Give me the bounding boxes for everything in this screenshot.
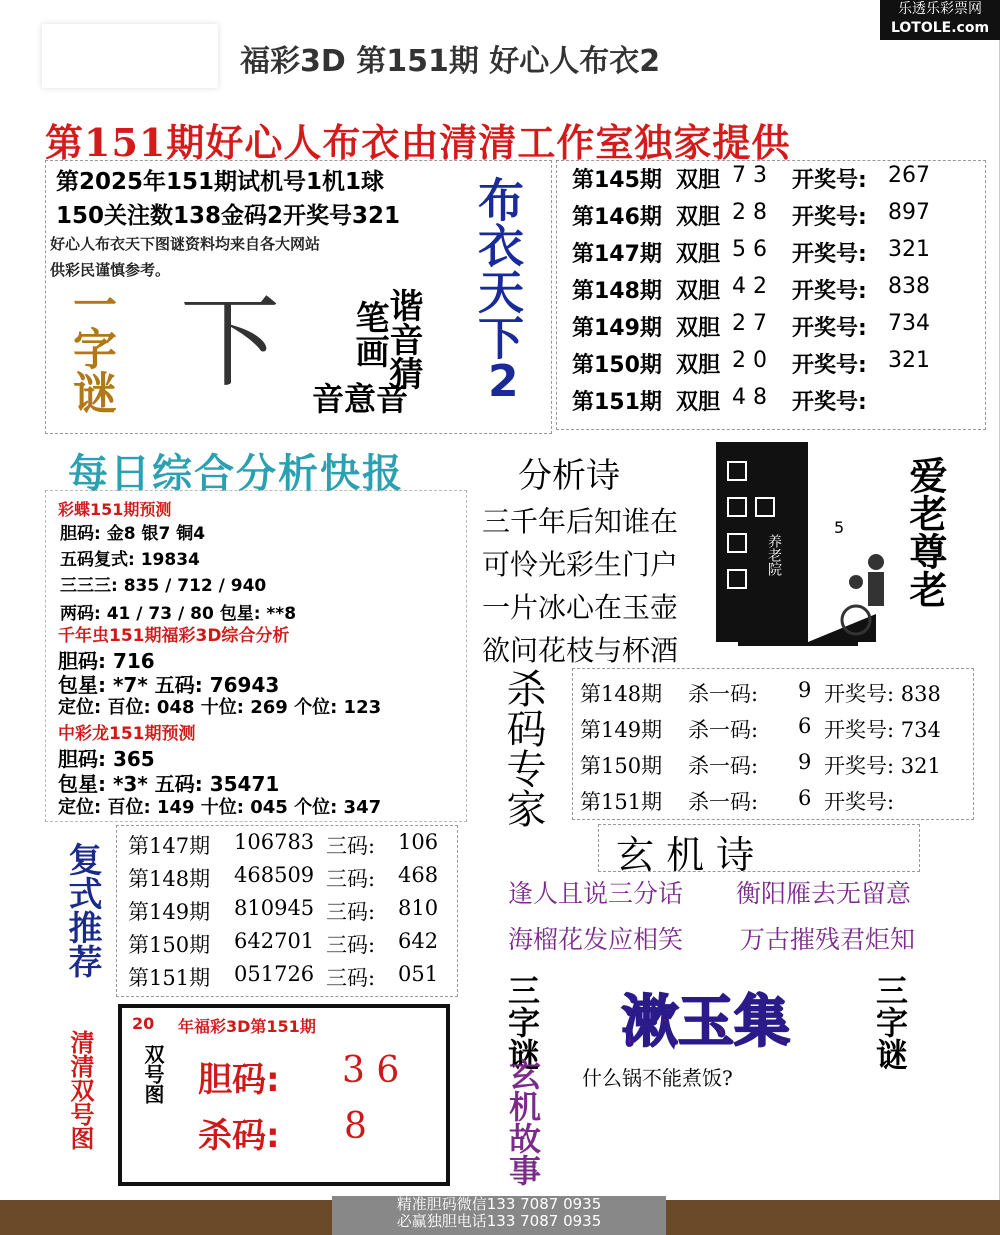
picture-num: 5 bbox=[834, 518, 845, 537]
zhongcai-title: 中彩龙151期预测 bbox=[58, 724, 196, 744]
shuangdan-label: 双胆 bbox=[676, 316, 721, 341]
shama-num: 6 bbox=[798, 714, 812, 738]
fushi-sanma: 051 bbox=[398, 962, 439, 986]
fushi-code: 810945 bbox=[234, 896, 315, 920]
shuangdan-label: 双胆 bbox=[676, 205, 721, 230]
caidie-wuma: 五码复式: 19834 bbox=[60, 550, 200, 570]
fushi-sanma-label: 三码: bbox=[326, 933, 376, 957]
shuangdan-label: 双胆 bbox=[676, 279, 721, 304]
caidie-title: 彩蝶151期预测 bbox=[58, 500, 172, 519]
shuangdan-prize: 321 bbox=[888, 237, 930, 262]
trial-note2: 供彩民谨慎参考。 bbox=[50, 261, 171, 279]
shuangdan-issue: 第149期 bbox=[572, 316, 662, 341]
shama-issue: 第148期 bbox=[580, 682, 663, 706]
fushi-label: 复式推荐 bbox=[62, 842, 102, 978]
watermark[interactable] bbox=[880, 0, 1000, 40]
shuangdan-issue: 第148期 bbox=[572, 279, 662, 304]
zhongcai-dan: 胆码: 365 bbox=[58, 747, 155, 771]
sanzi-question: 什么锅不能煮饭? bbox=[582, 1066, 733, 1090]
zhongcai-baoxing: 包星: *3* 五码: 35471 bbox=[58, 772, 280, 796]
fushi-sanma-label: 三码: bbox=[326, 966, 376, 990]
shuanghao-tu: 双号图 bbox=[141, 1044, 165, 1104]
shama-label: 杀一码: bbox=[688, 718, 759, 742]
shuangdan-nums: 2 8 bbox=[732, 200, 767, 225]
shuanghao-sha-label: 杀码: bbox=[198, 1116, 280, 1156]
brand-number: 2 bbox=[488, 356, 519, 407]
shuangdan-prize: 897 bbox=[888, 200, 930, 225]
shuangdan-prize-label: 开奖号: bbox=[792, 353, 867, 378]
shuangdan-label: 双胆 bbox=[676, 390, 721, 415]
shama-label: 杀一码: bbox=[688, 790, 759, 814]
shuangdan-nums: 7 3 bbox=[732, 163, 767, 188]
shama-prize: 开奖号: 838 bbox=[824, 682, 941, 706]
banner: 第151期好心人布衣由清清工作室独家提供 bbox=[45, 120, 791, 165]
fushi-code: 642701 bbox=[234, 929, 315, 953]
fushi-issue: 第151期 bbox=[128, 966, 211, 990]
shuanghao-dan: 3 6 bbox=[342, 1050, 400, 1091]
page-title: 福彩3D 第151期 好心人布衣2 bbox=[240, 44, 661, 79]
riddle-char: 下 bbox=[180, 284, 280, 401]
shuanghao-head: 年福彩3D第151期 bbox=[178, 1017, 316, 1036]
sanzi-title: 漱玉集 bbox=[622, 990, 790, 1055]
fushi-code: 106783 bbox=[234, 830, 315, 854]
fenxi-line: 可怜光彩生门户 bbox=[482, 548, 679, 581]
shama-prize: 开奖号: bbox=[824, 790, 895, 814]
qiannian-dan: 胆码: 716 bbox=[58, 649, 155, 673]
qiannian-baoxing: 包星: *7* 五码: 76943 bbox=[58, 673, 280, 697]
watermark-cn: 乐透乐彩票网 bbox=[898, 1, 982, 17]
fushi-issue: 第147期 bbox=[128, 834, 211, 858]
shama-issue: 第149期 bbox=[580, 718, 663, 742]
fenxi-line: 欲问花枝与杯酒 bbox=[482, 634, 679, 667]
shama-issue: 第150期 bbox=[580, 754, 663, 778]
fenxi-line: 一片冰心在玉壶 bbox=[482, 591, 679, 624]
riddle-hint2: 笔画 bbox=[349, 300, 389, 368]
fenxi-line: 三千年后知谁在 bbox=[482, 505, 679, 538]
shama-num: 9 bbox=[798, 678, 812, 702]
daily-title: 每日综合分析快报 bbox=[68, 451, 404, 497]
picture-caption: 爱老尊老 bbox=[903, 456, 947, 608]
shama-label: 杀一码: bbox=[688, 682, 759, 706]
fushi-sanma-label: 三码: bbox=[326, 834, 376, 858]
fenxi-title: 分析诗 bbox=[518, 456, 620, 496]
shuangdan-prize: 321 bbox=[888, 348, 930, 373]
brand-vertical: 布衣天下 bbox=[471, 176, 525, 360]
fushi-sanma: 642 bbox=[398, 929, 439, 953]
sanzi-label-right: 三字谜 bbox=[871, 974, 909, 1070]
caidie-dan: 胆码: 金8 银7 铜4 bbox=[60, 524, 206, 544]
shuanghao-label: 清清双号图 bbox=[66, 1030, 94, 1150]
xuanji-line: 万古摧残君炬知 bbox=[740, 925, 916, 954]
shuangdan-label: 双胆 bbox=[676, 242, 721, 267]
shuangdan-issue: 第147期 bbox=[572, 242, 662, 267]
shama-num: 9 bbox=[798, 750, 812, 774]
riddle-hint1: 谐音猜 bbox=[383, 288, 423, 390]
shuanghao-year: 20 bbox=[132, 1014, 155, 1033]
contact-phone: 必赢独胆电话133 7087 0935 bbox=[396, 1212, 602, 1230]
shama-prize: 开奖号: 321 bbox=[824, 754, 941, 778]
shuangdan-nums: 5 6 bbox=[732, 237, 767, 262]
contact-box[interactable] bbox=[332, 1196, 666, 1235]
header-logo-area bbox=[42, 24, 218, 88]
shuangdan-issue: 第151期 bbox=[572, 390, 662, 415]
fushi-sanma-label: 三码: bbox=[326, 900, 376, 924]
shuanghao-frame bbox=[118, 1004, 450, 1186]
watermark-en: LOTOLE.com bbox=[890, 20, 990, 36]
riddle-label: 一字谜 bbox=[65, 282, 116, 414]
caidie-sansan: 三三三: 835 / 712 / 940 bbox=[60, 576, 267, 596]
shuangdan-prize-label: 开奖号: bbox=[792, 316, 867, 341]
fushi-code: 051726 bbox=[234, 962, 315, 986]
picture-sign: 养老院 bbox=[766, 534, 782, 576]
qiannian-dingwei: 定位: 百位: 048 十位: 269 个位: 123 bbox=[58, 697, 382, 718]
shuangdan-prize-label: 开奖号: bbox=[792, 205, 867, 230]
fushi-code: 468509 bbox=[234, 863, 315, 887]
trial-note1: 好心人布衣天下图谜资料均来自各大网站 bbox=[50, 235, 321, 253]
fushi-sanma: 810 bbox=[398, 896, 439, 920]
elderly-picture bbox=[716, 442, 986, 660]
shuangdan-nums: 2 7 bbox=[732, 311, 767, 336]
trial-line1: 第2025年151期试机号1机1球 bbox=[56, 169, 385, 195]
shuangdan-issue: 第150期 bbox=[572, 353, 662, 378]
riddle-hint3: 音意音 bbox=[312, 380, 409, 418]
shama-prize: 开奖号: 734 bbox=[824, 718, 941, 742]
fushi-sanma: 106 bbox=[398, 830, 439, 854]
fushi-issue: 第148期 bbox=[128, 867, 211, 891]
shama-num: 6 bbox=[798, 786, 812, 810]
xuanji-line: 衡阳雁去无留意 bbox=[736, 879, 912, 908]
shuangdan-nums: 4 2 bbox=[732, 274, 767, 299]
fushi-issue: 第150期 bbox=[128, 933, 211, 957]
shama-label: 杀一码: bbox=[688, 754, 759, 778]
shuangdan-nums: 4 8 bbox=[732, 385, 767, 410]
shama-label: 杀码专家 bbox=[500, 668, 546, 828]
shama-issue: 第151期 bbox=[580, 790, 663, 814]
shuangdan-label: 双胆 bbox=[676, 168, 721, 193]
trial-line2: 150关注数138金码2开奖号321 bbox=[56, 203, 401, 229]
shuangdan-issue: 第146期 bbox=[572, 205, 662, 230]
shuangdan-label: 双胆 bbox=[676, 353, 721, 378]
xuanji-line: 海榴花发应相笑 bbox=[508, 925, 684, 954]
shuangdan-prize: 838 bbox=[888, 274, 930, 299]
shuangdan-nums: 2 0 bbox=[732, 348, 767, 373]
shuangdan-issue: 第145期 bbox=[572, 168, 662, 193]
shuangdan-prize-label: 开奖号: bbox=[792, 390, 867, 415]
xuanji-line: 逢人且说三分话 bbox=[508, 879, 684, 908]
sanzi-label-left: 三字谜 bbox=[503, 974, 541, 1070]
shuangdan-prize-label: 开奖号: bbox=[792, 242, 867, 267]
shuanghao-dan-label: 胆码: bbox=[198, 1060, 280, 1100]
fushi-issue: 第149期 bbox=[128, 900, 211, 924]
zhongcai-dingwei: 定位: 百位: 149 十位: 045 个位: 347 bbox=[58, 797, 382, 818]
contact-wechat: 精准胆码微信133 7087 0935 bbox=[396, 1195, 602, 1213]
shuangdan-prize-label: 开奖号: bbox=[792, 279, 867, 304]
shuanghao-sha: 8 bbox=[344, 1106, 367, 1147]
shuangdan-prize: 267 bbox=[888, 163, 930, 188]
xuanji-title: 玄 机 诗 bbox=[616, 833, 755, 877]
shuangdan-prize-label: 开奖号: bbox=[792, 168, 867, 193]
sanzi-story: 玄机故事 bbox=[504, 1058, 542, 1186]
fushi-sanma: 468 bbox=[398, 863, 439, 887]
qiannian-title: 千年虫151期福彩3D综合分析 bbox=[58, 626, 290, 646]
fushi-sanma-label: 三码: bbox=[326, 867, 376, 891]
shuangdan-prize: 734 bbox=[888, 311, 930, 336]
caidie-liangma: 两码: 41 / 73 / 80 包星: **8 bbox=[60, 604, 297, 624]
